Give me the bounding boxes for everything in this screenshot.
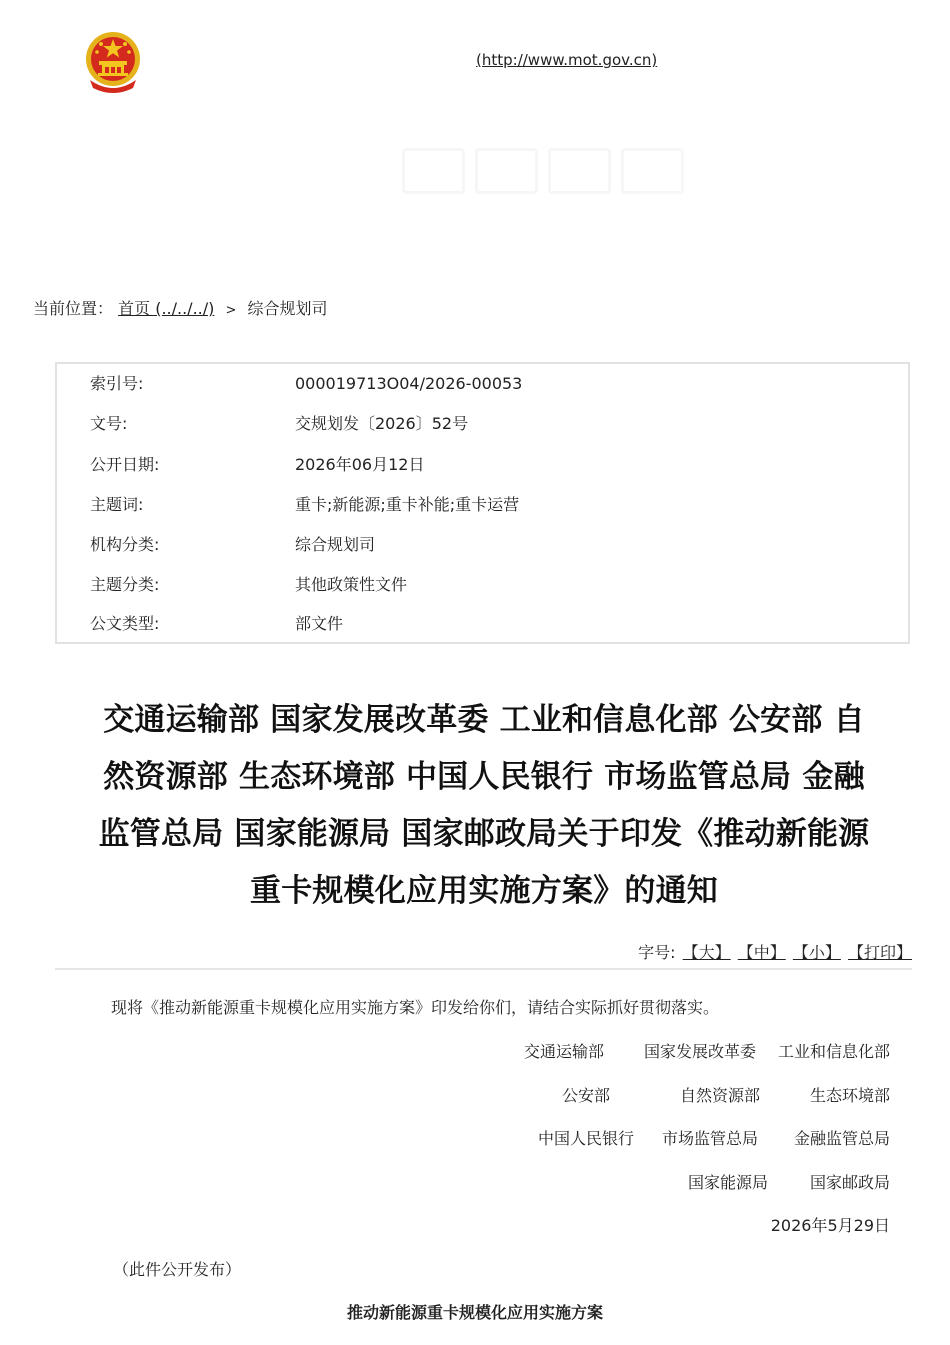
national-emblem-icon bbox=[84, 30, 142, 94]
title-line: 重卡规模化应用实施方案》的通知 bbox=[250, 873, 718, 909]
breadcrumb-current: 综合规划司 bbox=[247, 299, 328, 318]
signatory: 市场监管总局 bbox=[661, 1129, 758, 1148]
meta-value: 2026年06月12日 bbox=[295, 455, 425, 474]
signatory: 工业和信息化部 bbox=[777, 1042, 890, 1061]
signatory: 国家邮政局 bbox=[809, 1173, 890, 1192]
body-paragraph: 现将《推动新能源重卡规模化应用实施方案》印发给你们，请结合实际抓好贯彻落实。 bbox=[111, 998, 720, 1017]
font-size-toolbar bbox=[638, 940, 912, 963]
meta-label: 索引号: bbox=[90, 374, 144, 393]
title-line: 交通运输部 国家发展改革委 工业和信息化部 公安部 自 bbox=[103, 702, 865, 738]
font-medium-button[interactable]: 【中】 bbox=[737, 943, 786, 962]
banner-block bbox=[621, 148, 684, 194]
faint-banner-decoration bbox=[402, 148, 684, 188]
breadcrumb-home-link[interactable]: 首页 (../../../) bbox=[118, 299, 215, 318]
meta-value: 部文件 bbox=[295, 614, 344, 633]
meta-label: 公文类型: bbox=[90, 614, 160, 633]
signature-row bbox=[662, 1171, 890, 1195]
banner-block bbox=[402, 148, 465, 194]
signature-date: 2026年5月29日 bbox=[770, 1216, 890, 1235]
meta-value: 000019713O04/2026-00053 bbox=[295, 374, 523, 393]
signatory: 生态环境部 bbox=[809, 1086, 890, 1105]
print-button[interactable]: 【打印】 bbox=[847, 943, 912, 962]
title-divider bbox=[55, 968, 912, 970]
breadcrumb-separator: > bbox=[225, 303, 237, 318]
meta-value: 综合规划司 bbox=[295, 535, 376, 554]
banner-block bbox=[548, 148, 611, 194]
breadcrumb-prefix: 当前位置： bbox=[33, 299, 114, 318]
title-line: 监管总局 国家能源局 国家邮政局关于印发《推动新能源 bbox=[98, 816, 870, 852]
meta-label: 主题词: bbox=[90, 495, 144, 514]
document-meta-box bbox=[55, 362, 910, 644]
font-small-button[interactable]: 【小】 bbox=[792, 943, 841, 962]
signatory: 中国人民银行 bbox=[537, 1129, 634, 1148]
signatory: 金融监管总局 bbox=[793, 1129, 890, 1148]
signature-row bbox=[498, 1040, 890, 1064]
document-title bbox=[50, 692, 918, 920]
meta-value: 其他政策性文件 bbox=[295, 575, 408, 594]
meta-label: 公开日期: bbox=[90, 455, 160, 474]
signature-row bbox=[512, 1127, 890, 1151]
site-link[interactable]: (http://www.mot.gov.cn) bbox=[476, 51, 658, 69]
signatory: 国家发展改革委 bbox=[643, 1042, 756, 1061]
font-large-button[interactable]: 【大】 bbox=[682, 943, 731, 962]
signature-row bbox=[536, 1084, 890, 1108]
breadcrumb bbox=[33, 296, 327, 319]
publish-note: （此件公开发布） bbox=[113, 1260, 242, 1279]
meta-label: 文号: bbox=[90, 414, 128, 433]
plan-subtitle: 推动新能源重卡规模化应用实施方案 bbox=[346, 1303, 603, 1322]
title-line: 然资源部 生态环境部 中国人民银行 市场监管总局 金融 bbox=[103, 759, 865, 795]
font-size-label: 字号: bbox=[638, 943, 676, 962]
banner-block bbox=[475, 148, 538, 194]
signatory: 交通运输部 bbox=[523, 1042, 604, 1061]
meta-value: 交规划发〔2026〕52号 bbox=[295, 414, 469, 433]
meta-value: 重卡;新能源;重卡补能;重卡运营 bbox=[295, 495, 520, 514]
signatory: 公安部 bbox=[561, 1086, 610, 1105]
meta-label: 机构分类: bbox=[90, 535, 160, 554]
meta-label: 主题分类: bbox=[90, 575, 160, 594]
signatory: 自然资源部 bbox=[679, 1086, 760, 1105]
signatory: 国家能源局 bbox=[687, 1173, 768, 1192]
